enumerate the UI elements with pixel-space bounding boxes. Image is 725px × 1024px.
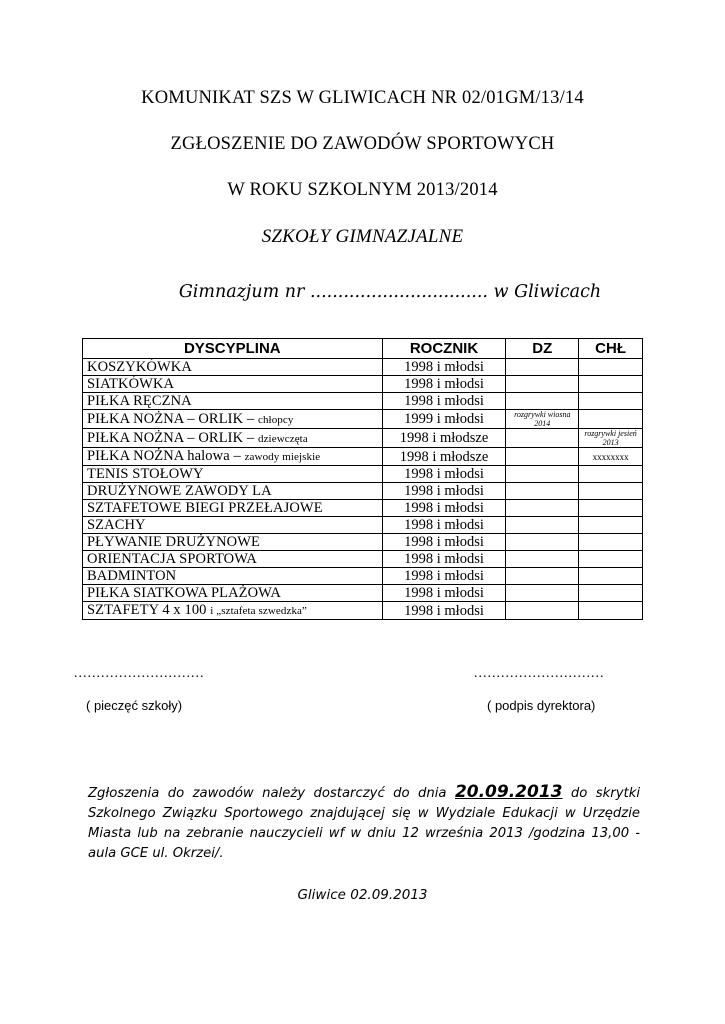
year-cell: 1998 i młodsi [382, 602, 506, 620]
table-row [83, 551, 643, 568]
discipline-name: PIŁKA NOŻNA – ORLIK – [87, 429, 258, 446]
discipline-name: KOSZYKÓWKA [87, 359, 192, 375]
girls-cell [506, 602, 579, 620]
discipline-cell [83, 448, 383, 466]
girls-cell [506, 376, 579, 393]
table-row [83, 429, 643, 448]
table-row [83, 568, 643, 585]
school-year: W ROKU SZKOLNYM 2013/2014 [227, 180, 498, 200]
boys-cell [579, 393, 643, 410]
table-row [83, 517, 643, 534]
year-cell: 1998 i młodsi [382, 376, 506, 393]
discipline-name: BADMINTON [87, 568, 177, 584]
year-cell: 1998 i młodsi [382, 500, 506, 517]
table-row [83, 466, 643, 483]
girls-cell: rozgrywki wiosna 2014 [506, 410, 579, 429]
girls-cell [506, 448, 579, 466]
boys-cell [579, 483, 643, 500]
discipline-cell [83, 466, 383, 483]
girls-cell [506, 551, 579, 568]
discipline-name: DRUŻYNOWE ZAWODY LA [87, 483, 272, 499]
boys-cell [579, 602, 643, 620]
table-row [83, 448, 643, 466]
girls-cell [506, 466, 579, 483]
year-cell: 1998 i młodsi [382, 534, 506, 551]
table-row [83, 483, 643, 500]
stamp-label: ( pieczęć szkoły) [86, 698, 183, 713]
discipline-cell [83, 551, 383, 568]
discipline-note: chłopcy [257, 413, 294, 426]
girls-cell [506, 483, 579, 500]
table-header-row [83, 339, 643, 359]
girls-cell [506, 585, 579, 602]
header-year: ROCZNIK [382, 339, 506, 359]
notice-text-start: Zgłoszenia do zawodów należy dostarczyć do dnia [88, 786, 455, 801]
year-cell: 1998 i młodsze [382, 429, 506, 448]
header-girls: DZ [506, 339, 579, 359]
boys-cell [579, 517, 643, 534]
boys-cell [579, 376, 643, 393]
discipline-cell [83, 359, 383, 376]
discipline-name: SIATKÓWKA [87, 376, 175, 392]
discipline-note: i „sztafeta szwedzka” [210, 605, 308, 617]
girls-cell [506, 534, 579, 551]
discipline-cell [83, 393, 383, 410]
discipline-name: SZTAFETOWE BIEGI PRZEŁAJOWE [87, 500, 323, 516]
table-row [83, 410, 643, 429]
discipline-note: zawody miejskie [244, 451, 321, 463]
year-cell: 1998 i młodsi [382, 359, 506, 376]
discipline-cell [83, 602, 383, 620]
submission-notice [88, 782, 640, 864]
boys-cell [579, 585, 643, 602]
year-cell: 1998 i młodsi [382, 551, 506, 568]
year-cell: 1999 i młodsi [382, 410, 506, 429]
discipline-cell [83, 429, 383, 448]
table-row [83, 359, 643, 376]
boys-cell [579, 568, 643, 585]
discipline-name: PIŁKA NOŻNA halowa – [87, 448, 245, 464]
year-cell: 1998 i młodsi [382, 568, 506, 585]
table-row [83, 585, 643, 602]
girls-cell [506, 393, 579, 410]
girls-cell [506, 359, 579, 376]
boys-cell [579, 359, 643, 376]
director-signature-label: ( podpis dyrektora) [487, 698, 596, 713]
table-row [83, 602, 643, 620]
discipline-name: TENIS STOŁOWY [87, 466, 204, 482]
header-boys: CHŁ [579, 339, 643, 359]
discipline-name: PIŁKA RĘCZNA [87, 393, 192, 409]
boys-cell [579, 534, 643, 551]
discipline-name: SZACHY [87, 517, 146, 533]
table-row [83, 376, 643, 393]
year-cell: 1998 i młodsi [382, 466, 506, 483]
signature-dotted-line: ............................. [474, 666, 605, 681]
girls-cell [506, 568, 579, 585]
school-name-line: Gimnazjum nr ................................ w Gliwicach [178, 282, 602, 302]
discipline-cell [83, 376, 383, 393]
discipline-name: SZTAFETY 4 x 100 [87, 602, 211, 618]
year-cell: 1998 i młodsi [382, 483, 506, 500]
boys-cell: xxxxxxxx [579, 448, 643, 466]
girls-cell [506, 500, 579, 517]
discipline-name: PIŁKA NOŻNA – ORLIK – [87, 410, 258, 427]
discipline-name: ORIENTACJA SPORTOWA [87, 551, 257, 567]
discipline-name: PIŁKA SIATKOWA PLAŻOWA [87, 585, 281, 601]
form-title: ZGŁOSZENIE DO ZAWODÓW SPORTOWYCH [170, 134, 555, 154]
stamp-dotted-line: ............................. [74, 666, 205, 681]
girls-cell [506, 429, 579, 448]
year-cell: 1998 i młodsi [382, 393, 506, 410]
table-row [83, 393, 643, 410]
discipline-cell [83, 568, 383, 585]
discipline-cell [83, 534, 383, 551]
place-and-date: Gliwice 02.09.2013 [297, 887, 428, 903]
table-row [83, 500, 643, 517]
boys-cell: rozgrywki jesień 2013 [579, 429, 643, 448]
year-cell: 1998 i młodsi [382, 517, 506, 534]
discipline-cell [83, 517, 383, 534]
discipline-name: PŁYWANIE DRUŻYNOWE [87, 534, 260, 550]
boys-cell [579, 500, 643, 517]
deadline-date: 20.09.2013 [454, 782, 563, 802]
table-row [83, 534, 643, 551]
discipline-cell [83, 483, 383, 500]
year-cell: 1998 i młodsze [382, 448, 506, 466]
discipline-cell [83, 585, 383, 602]
discipline-note: dziewczęta [257, 432, 308, 445]
disciplines-table [82, 338, 643, 620]
notice-text-end: do skrytki Szkolnego Związku Sportowego znajdującej się w Wydziale Edukacji w Urzędzie Miasta lub na zebranie nauczycieli wf w dniu 12 września 2013 /godzina 13,00 - aula GCE ul. Okrzei/. [88, 786, 641, 861]
year-cell: 1998 i młodsi [382, 585, 506, 602]
school-type: SZKOŁY GIMNAZJALNE [261, 226, 464, 247]
discipline-cell [83, 500, 383, 517]
boys-cell [579, 410, 643, 429]
girls-cell [506, 517, 579, 534]
boys-cell [579, 466, 643, 483]
boys-cell [579, 551, 643, 568]
discipline-cell [83, 410, 383, 429]
document-title: KOMUNIKAT SZS W GLIWICACH NR 02/01GM/13/14 [141, 88, 584, 108]
header-discipline: DYSCYPLINA [83, 339, 383, 359]
